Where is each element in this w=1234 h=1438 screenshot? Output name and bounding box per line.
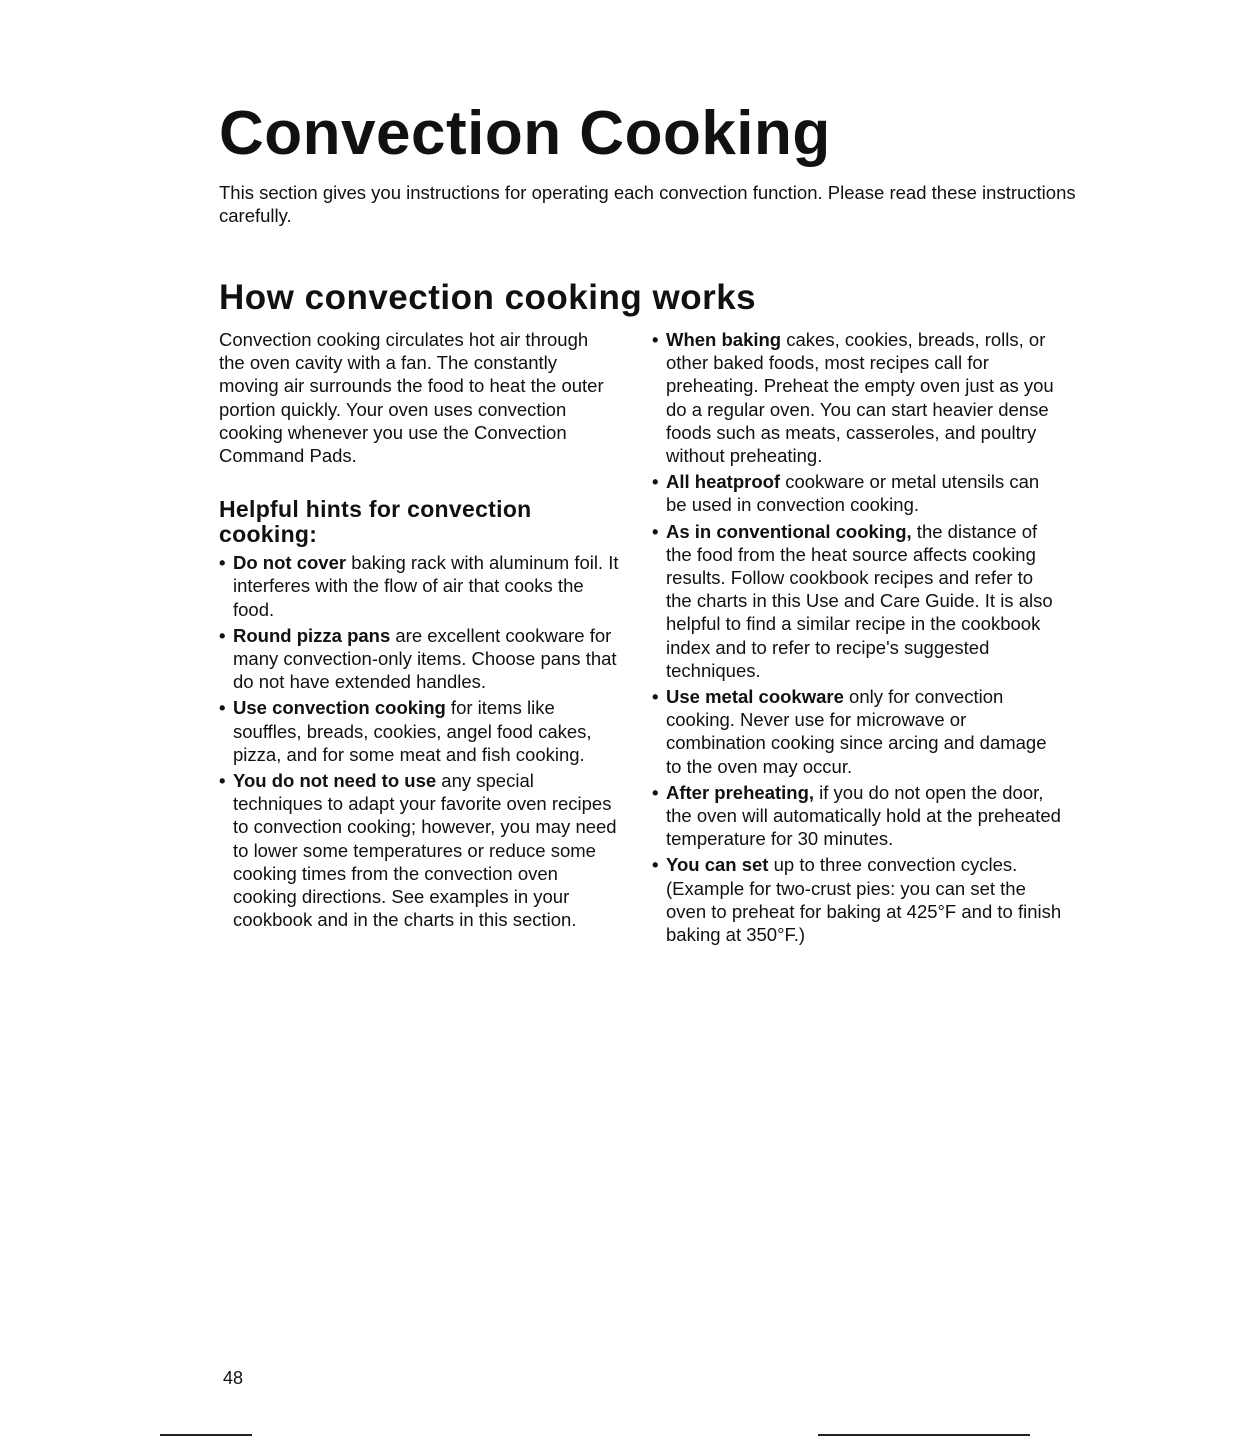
right-column <box>652 328 1062 949</box>
page-title: Convection Cooking <box>219 99 831 168</box>
bullet-text: for items like souffles, breads, cookies, angel food cakes, pizza, and for some meat and fish cooking. <box>233 697 592 765</box>
bullet-text: baking rack with aluminum foil. It interferes with the flow of air that cooks the food. <box>233 552 619 620</box>
list-item <box>652 520 1062 682</box>
hints-list <box>219 551 619 931</box>
hints-heading: Helpful hints for convection cooking: <box>219 496 532 548</box>
list-item <box>219 624 619 694</box>
bullet-lead: You do not need to use <box>233 770 437 792</box>
bullet-lead: When baking <box>666 329 782 350</box>
list-item <box>219 696 619 766</box>
bullet-text: up to three convection cycles. (Example for two-crust pies: you can set the oven to preheat for baking at 425°F and to finish baking at 350°F.) <box>666 854 1062 946</box>
bullet-text: any special techniques to adapt your favorite oven recipes to convection cooking; however, you may need to lower some temperatures or reduce some cooking times from the convection oven cooking directions. See examples in your cookbook and in the charts in this section. <box>233 770 617 931</box>
section-heading: How convection cooking works <box>219 278 757 317</box>
list-item <box>219 769 619 931</box>
bottom-rule-left <box>160 1434 252 1436</box>
list-item <box>652 853 1062 946</box>
list-item <box>652 781 1062 851</box>
bullet-lead: After preheating, <box>666 781 815 803</box>
list-item <box>219 551 619 621</box>
bullet-lead: Use metal cookware <box>666 686 844 708</box>
page-number: 48 <box>223 1368 244 1388</box>
convection-description: Convection cooking circulates hot air through the oven cavity with a fan. The constantly moving air surrounds the food to heat the outer portion quickly. Your oven uses convection cooking whenever you use the Convection Command Pads. <box>219 329 604 467</box>
bullet-text: only for convection cooking. Never use for microwave or combination cooking since arcing and damage to the oven may occur. <box>666 686 1047 777</box>
list-item <box>652 470 1062 516</box>
bullet-text: if you do not open the door, the oven will automatically hold at the preheated temperature for 30 minutes. <box>666 781 1061 850</box>
bullet-lead: Round pizza pans <box>233 624 391 646</box>
list-item <box>652 328 1062 467</box>
bullet-lead: As in conventional cooking, <box>666 520 912 542</box>
intro-paragraph: This section gives you instructions for operating each convection function. Please read these instructions carefully. <box>219 182 1076 226</box>
bullet-lead: Use convection cooking <box>233 697 446 719</box>
bullet-lead: All heatproof <box>666 471 781 493</box>
bullet-text: are excellent cookware for many convection-only items. Choose pans that do not have extended handles. <box>233 624 617 693</box>
left-column <box>219 328 619 934</box>
tips-list <box>652 328 1062 946</box>
bullet-text: cookware or metal utensils can be used in convection cooking. <box>666 471 1040 516</box>
list-item <box>652 685 1062 778</box>
bullet-text: cakes, cookies, breads, rolls, or other baked foods, most recipes call for preheating. Preheat the empty oven just as you do a regular oven. You can start heavier dense foods such as meats, casseroles, and poultry without preheating. <box>666 329 1054 467</box>
bullet-lead: Do not cover <box>233 552 347 574</box>
bullet-lead: You can set <box>666 854 769 876</box>
bullet-text: the distance of the food from the heat source affects cooking results. Follow cookbook recipes and refer to the charts in this Use and Care Guide. It is also helpful to find a similar recipe in the cookbook index and to refer to recipe's suggested techniques. <box>666 520 1053 681</box>
bottom-rule-right <box>818 1434 1030 1436</box>
